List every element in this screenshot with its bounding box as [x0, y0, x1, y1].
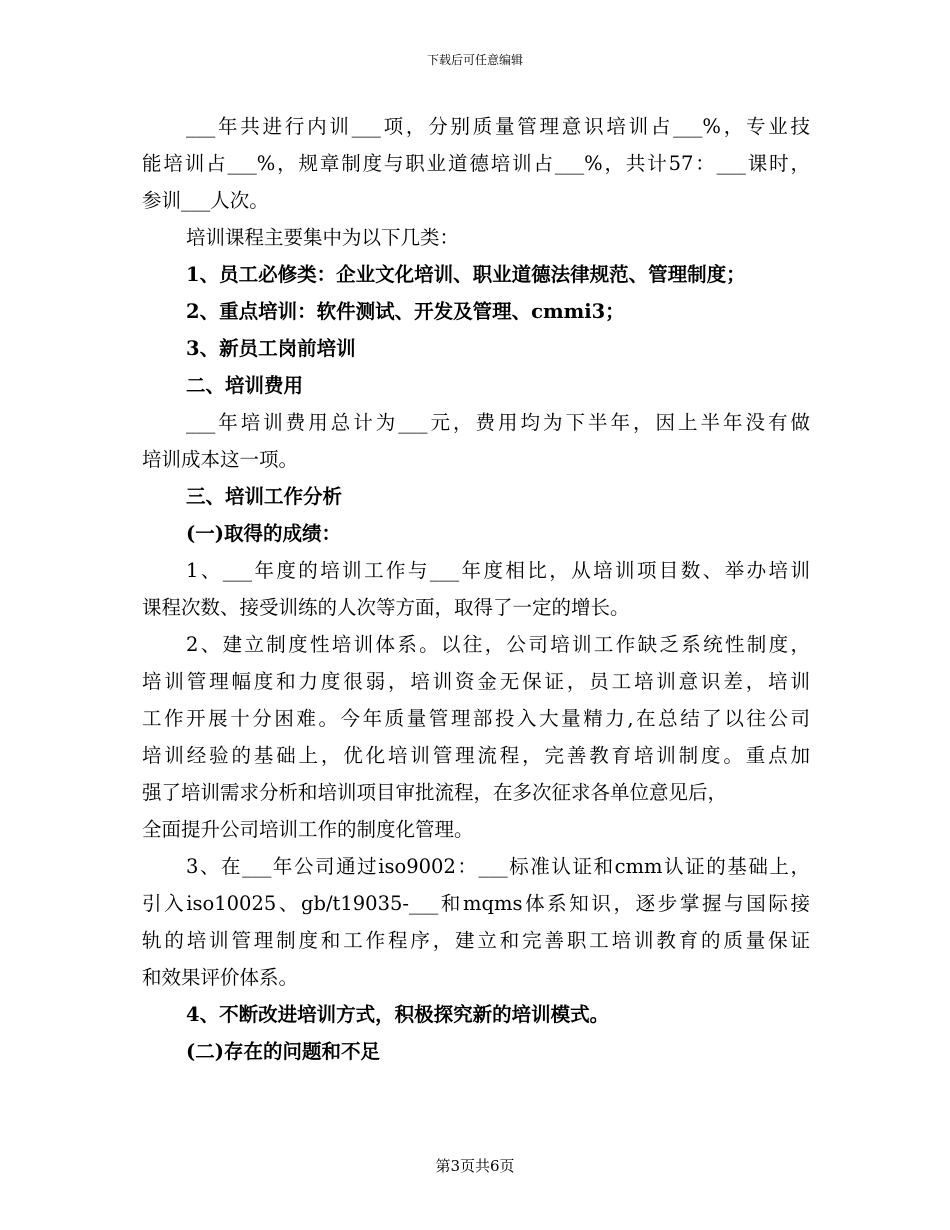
text-line: ___年共进行内训___项，分别质量管理意识培训占___%，专业技 — [186, 115, 810, 138]
text-line: 培训管理幅度和力度很弱，培训资金无保证，员工培训意识差，培训 — [142, 670, 810, 693]
text-line: 轨的培训管理制度和工作程序，建立和完善职工培训教育的质量保证 — [142, 929, 810, 952]
text-line: 培训成本这一项。 — [142, 448, 299, 471]
text-line: 引入iso10025、gb/t19035-___和mqms体系知识，逐步掌握与国际接 — [142, 892, 810, 915]
text-line: 和效果评价体系。 — [142, 966, 299, 989]
text-line: 课程次数、接受训练的人次等方面，取得了一定的增长。 — [142, 596, 630, 619]
text-line: 培训经验的基础上，优化培训管理流程，完善教育培训制度。重点加 — [142, 744, 810, 767]
page-footer: 第3页共6页 — [435, 1157, 515, 1175]
heading-line: (一)取得的成绩： — [186, 522, 341, 545]
heading-line: 二、培训费用 — [186, 374, 304, 397]
heading-line: 2、重点培训：软件测试、开发及管理、cmmi3； — [186, 300, 625, 323]
heading-line: 4、不断改进培训方式，积极探究新的培训模式。 — [186, 1003, 610, 1026]
text-line: 全面提升公司培训工作的制度化管理。 — [142, 818, 474, 841]
text-line: 参训___人次。 — [142, 189, 269, 212]
document-body — [142, 108, 810, 1070]
heading-line: 三、培训工作分析 — [186, 485, 343, 508]
text-line: 1、___年度的培训工作与___年度相比，从培训项目数、举办培训 — [186, 559, 810, 582]
heading-line: 1、员工必修类：企业文化培训、职业道德法律规范、管理制度； — [186, 263, 746, 286]
text-line: 培训课程主要集中为以下几类： — [186, 226, 460, 249]
text-line: ___年培训费用总计为___元，费用均为下半年，因上半年没有做 — [186, 411, 810, 434]
text-line: 2、建立制度性培训体系。以往，公司培训工作缺乏系统性制度， — [186, 633, 810, 656]
heading-line: 3、新员工岗前培训 — [186, 337, 356, 360]
text-line: 能培训占___%，规章制度与职业道德培训占___%，共计57：___课时， — [142, 152, 810, 175]
text-line: 工作开展十分困难。今年质量管理部投入大量精力,在总结了以往公司 — [142, 707, 810, 730]
heading-line: (二)存在的问题和不足 — [186, 1040, 380, 1063]
page-header: 下载后可任意编辑 — [426, 53, 523, 67]
text-line: 强了培训需求分析和培训项目审批流程，在多次征求各单位意见后， — [142, 781, 728, 804]
text-line: 3、在___年公司通过iso9002：___标准认证和cmm认证的基础上， — [186, 855, 810, 878]
